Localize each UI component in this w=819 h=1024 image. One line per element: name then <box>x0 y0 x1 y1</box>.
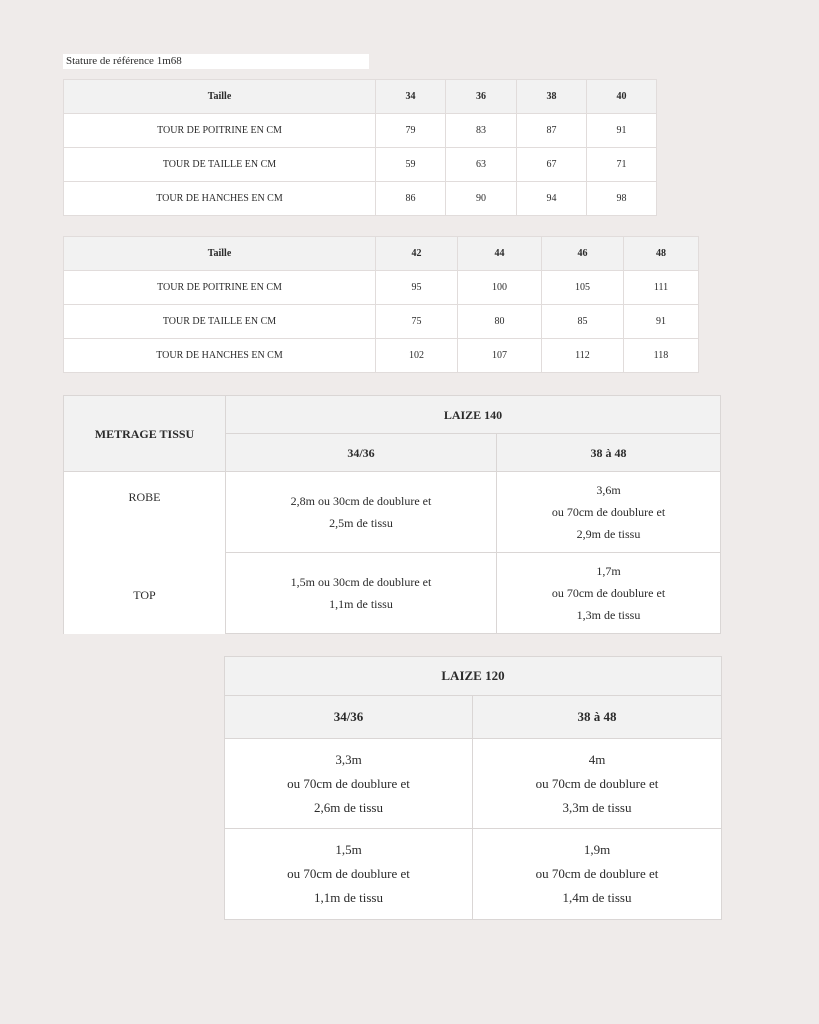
metrage-label: METRAGE TISSU <box>64 396 226 472</box>
header-cell: 38 <box>517 80 587 114</box>
cell-line: 1,4m de tissu <box>562 890 632 905</box>
table-row <box>64 182 657 216</box>
cell-line: 1,3m de tissu <box>576 608 641 622</box>
table-row <box>64 305 699 339</box>
table-cell: 90 <box>446 182 517 216</box>
table-cell: 105 <box>542 271 624 305</box>
header-cell: Taille <box>64 80 376 114</box>
cell-line: 2,8m ou 30cm de doublure et <box>290 494 432 508</box>
table-cell <box>226 472 497 553</box>
col-header-34-36: 34/36 <box>226 434 497 472</box>
cell-line: ou 70cm de doublure et <box>287 775 410 791</box>
measure-label: TOUR DE TAILLE EN CM <box>64 148 376 182</box>
table-row-robe <box>64 472 721 553</box>
cell-line: ou 70cm de doublure et <box>551 505 666 519</box>
col-header-38-48: 38 à 48 <box>473 696 722 739</box>
cell-line: 1,9m <box>583 842 611 857</box>
header-cell: 36 <box>446 80 517 114</box>
cell-line: ou 70cm de doublure et <box>551 586 666 600</box>
cell-line: ou 70cm de doublure et <box>287 866 410 881</box>
table-cell: 63 <box>446 148 517 182</box>
cell-line: 1,5m <box>335 842 362 857</box>
table-row <box>225 739 722 829</box>
table-cell <box>225 739 473 829</box>
table-cell: 87 <box>517 114 587 148</box>
cell-line: 2,6m de tissu <box>314 799 383 815</box>
table-cell <box>497 472 721 553</box>
header-cell: 34 <box>376 80 446 114</box>
table-cell: 102 <box>376 339 458 373</box>
table-cell: 86 <box>376 182 446 216</box>
cell-line: 4m <box>588 751 606 767</box>
cell-line: 3,3m <box>335 751 362 767</box>
table-row <box>64 148 657 182</box>
measure-label: TOUR DE HANCHES EN CM <box>64 339 376 373</box>
table-cell: 71 <box>587 148 657 182</box>
size-chart-table-34-40 <box>63 79 657 216</box>
header-cell: 48 <box>624 237 699 271</box>
table-cell: 59 <box>376 148 446 182</box>
table-cell <box>473 829 722 920</box>
cell-line: 3,6m <box>596 483 621 497</box>
table-cell: 83 <box>446 114 517 148</box>
table-header-row <box>64 396 721 434</box>
cell-line: 1,1m de tissu <box>329 597 393 611</box>
table-cell <box>226 553 497 634</box>
measure-label: TOUR DE POITRINE EN CM <box>64 271 376 305</box>
table-row <box>64 114 657 148</box>
header-cell: 40 <box>587 80 657 114</box>
table-row <box>64 339 699 373</box>
cell-line: 2,5m de tissu <box>329 516 393 530</box>
measure-label: TOUR DE HANCHES EN CM <box>64 182 376 216</box>
laize-140-title: LAIZE 140 <box>226 396 721 434</box>
table-row <box>64 271 699 305</box>
fabric-yardage-table-laize-140 <box>63 395 721 634</box>
table-cell: 85 <box>542 305 624 339</box>
cell-line: 1,5m ou 30cm de doublure et <box>290 575 432 589</box>
table-header-row <box>64 237 699 271</box>
table-cell: 107 <box>458 339 542 373</box>
table-cell: 98 <box>587 182 657 216</box>
cell-line: 3,3m de tissu <box>562 799 632 815</box>
laize-120-title: LAIZE 120 <box>225 657 722 696</box>
table-cell <box>473 739 722 829</box>
cell-line: 1,7m <box>596 564 621 578</box>
row-label-top: TOP <box>64 553 226 634</box>
header-cell: 46 <box>542 237 624 271</box>
table-cell: 91 <box>587 114 657 148</box>
cell-line: 1,1m de tissu <box>314 890 383 905</box>
table-header-row <box>225 657 722 696</box>
cell-line: 2,9m de tissu <box>576 527 641 541</box>
table-header-row <box>225 696 722 739</box>
col-header-34-36: 34/36 <box>225 696 473 739</box>
col-header-38-48: 38 à 48 <box>497 434 721 472</box>
size-chart-table-42-48 <box>63 236 699 373</box>
table-cell: 91 <box>624 305 699 339</box>
table-row <box>225 829 722 920</box>
table-cell: 94 <box>517 182 587 216</box>
measure-label: TOUR DE POITRINE EN CM <box>64 114 376 148</box>
reference-height-caption: Stature de référence 1m68 <box>63 54 369 69</box>
table-cell: 67 <box>517 148 587 182</box>
measure-label: TOUR DE TAILLE EN CM <box>64 305 376 339</box>
table-row-top <box>64 553 721 634</box>
table-cell: 79 <box>376 114 446 148</box>
header-cell: 42 <box>376 237 458 271</box>
table-cell: 75 <box>376 305 458 339</box>
row-label-robe: ROBE <box>64 472 226 553</box>
header-cell: Taille <box>64 237 376 271</box>
table-cell: 112 <box>542 339 624 373</box>
table-cell: 118 <box>624 339 699 373</box>
table-cell: 80 <box>458 305 542 339</box>
table-cell: 100 <box>458 271 542 305</box>
table-header-row <box>64 80 657 114</box>
fabric-yardage-table-laize-120 <box>224 656 722 920</box>
table-cell <box>225 829 473 920</box>
table-cell: 111 <box>624 271 699 305</box>
cell-line: ou 70cm de doublure et <box>535 775 659 791</box>
table-cell <box>497 553 721 634</box>
cell-line: ou 70cm de doublure et <box>535 866 659 881</box>
table-cell: 95 <box>376 271 458 305</box>
header-cell: 44 <box>458 237 542 271</box>
